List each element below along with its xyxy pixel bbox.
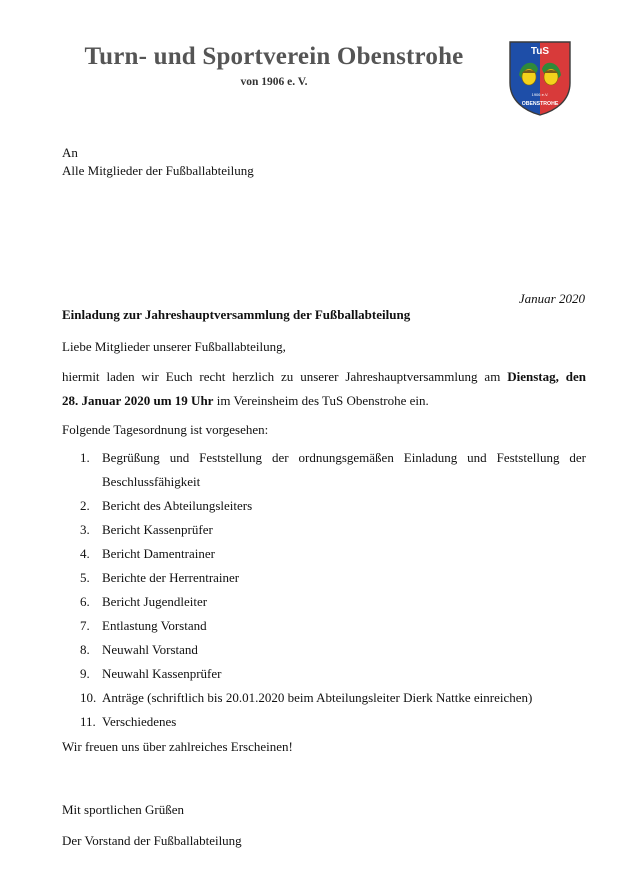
agenda-item xyxy=(62,662,586,686)
agenda-item-text: Bericht Jugendleiter xyxy=(102,594,208,609)
agenda-item xyxy=(62,710,586,734)
recipient-line-1: An xyxy=(62,145,78,160)
agenda-item-number: 1. xyxy=(80,450,90,465)
agenda-item-number: 4. xyxy=(80,546,90,561)
agenda-item-number: 6. xyxy=(80,594,90,609)
club-subtitle: von 1906 e. V. xyxy=(240,76,308,88)
agenda-item xyxy=(62,590,586,614)
logo-bottom-text: OBENSTROHE xyxy=(521,101,559,107)
agenda-item-number: 3. xyxy=(80,522,90,537)
agenda-item-text: Entlastung Vorstand xyxy=(102,618,207,633)
agenda-item xyxy=(62,542,586,566)
agenda-item-number: 7. xyxy=(80,618,90,633)
agenda-item xyxy=(62,446,586,494)
agenda-item-number: 10. xyxy=(80,690,97,705)
intro-text-2: im Vereinsheim des TuS Obenstrohe ein. xyxy=(216,393,429,408)
logo-top-text: TuS xyxy=(530,46,550,57)
agenda-list xyxy=(62,446,586,734)
club-logo xyxy=(507,39,573,117)
recipient-line-2: Alle Mitglieder der Fußballabteilung xyxy=(62,163,254,178)
agenda-item xyxy=(62,686,586,710)
greeting: Mit sportlichen Grüßen xyxy=(62,802,185,817)
intro-date-bold-1: Dienstag, den xyxy=(507,369,587,384)
closing-text: Wir freuen uns über zahlreiches Erscheinen! xyxy=(62,739,293,754)
agenda-item-text: Verschiedenes xyxy=(102,714,177,729)
agenda-item-text: Begrüßung und Feststellung der ordnungsgemäßen Einladung und Feststellung der Beschlussfähigkeit xyxy=(102,450,586,489)
agenda-item-text: Neuwahl Vorstand xyxy=(102,642,198,657)
agenda-item xyxy=(62,518,586,542)
letter-subject: Einladung zur Jahreshauptversammlung der Fußballabteilung xyxy=(62,307,411,322)
agenda-item-number: 11. xyxy=(80,714,96,729)
agenda-item-number: 8. xyxy=(80,642,90,657)
agenda-item-text: Bericht Damentrainer xyxy=(102,546,215,561)
salutation: Liebe Mitglieder unserer Fußballabteilung, xyxy=(62,339,286,354)
agenda-item-text: Bericht des Abteilungsleiters xyxy=(102,498,253,513)
agenda-item xyxy=(62,566,586,590)
intro-line-1 xyxy=(62,369,586,385)
letter-date: Januar 2020 xyxy=(518,291,585,306)
intro-text-1: hiermit laden wir Euch recht herzlich zu unserer Jahreshauptversammlung am xyxy=(62,369,501,384)
intro-date-bold-2: 28. Januar 2020 um 19 Uhr xyxy=(62,393,214,408)
club-title: Turn- und Sportverein Obenstrohe xyxy=(84,43,464,70)
agenda-intro: Folgende Tagesordnung ist vorgesehen: xyxy=(62,422,269,437)
intro-line-2 xyxy=(62,393,429,409)
signature: Der Vorstand der Fußballabteilung xyxy=(62,833,242,848)
agenda-item-number: 9. xyxy=(80,666,90,681)
agenda-item-number: 2. xyxy=(80,498,90,513)
agenda-item xyxy=(62,494,586,518)
agenda-item-text: Neuwahl Kassenprüfer xyxy=(102,666,222,681)
agenda-item-text: Anträge (schriftlich bis 20.01.2020 beim Abteilungsleiter Dierk Nattke einreichen) xyxy=(102,690,533,705)
logo-year-text: 1906 e.V. xyxy=(531,92,549,97)
agenda-item-text: Berichte der Herrentrainer xyxy=(102,570,240,585)
agenda-item xyxy=(62,614,586,638)
agenda-item-text: Bericht Kassenprüfer xyxy=(102,522,213,537)
agenda-item-number: 5. xyxy=(80,570,90,585)
agenda-item xyxy=(62,638,586,662)
